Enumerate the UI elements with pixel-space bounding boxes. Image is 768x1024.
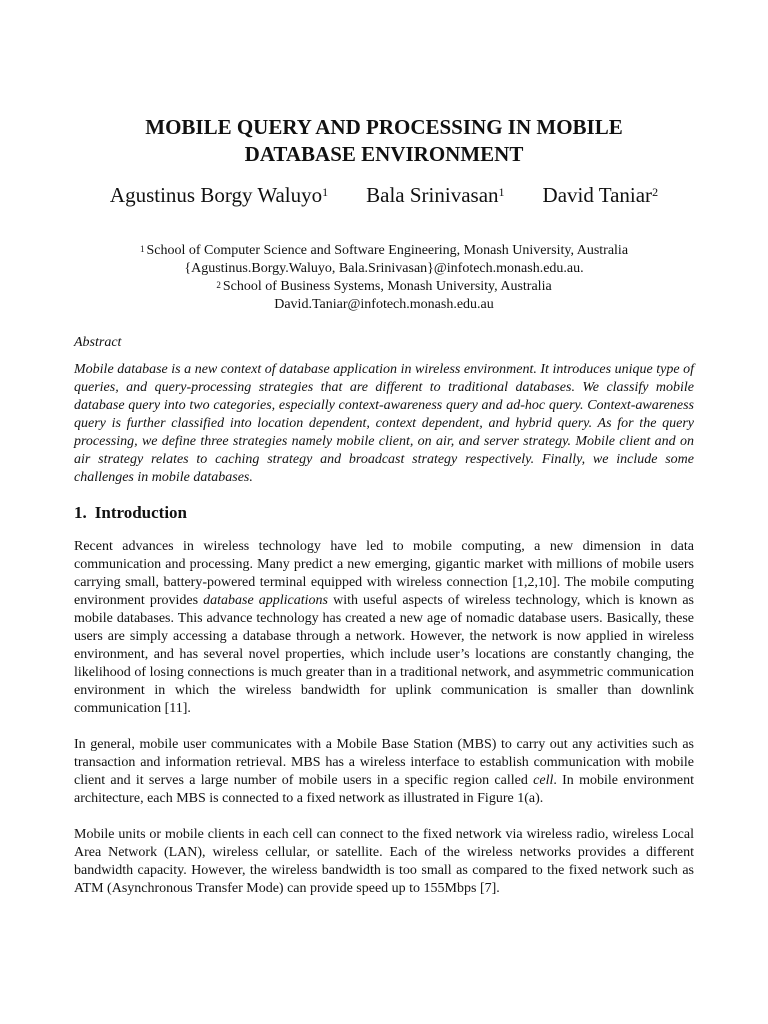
affiliation-2: $^2$ School of Business Systems, Monash University, Australia xyxy=(216,279,552,294)
author-name: David Taniar xyxy=(542,183,653,207)
section-heading xyxy=(74,502,694,524)
author-affiliation-mark: 1 xyxy=(322,185,329,199)
body-paragraph-3: Mobile units or mobile clients in each cell can connect to the fixed network via wireless radio, wireless Local Area Network (LAN), wireless cellular, or satellite. Each of the wireless networks provides a different bandwidth capacity. However, the wireless bandwidth is too small as compared to the fixed network such as ATM (Asynchronous Transfer Mode) can provide speed up to 155Mbps [7]. xyxy=(74,827,694,896)
affiliation-mark: 1 xyxy=(139,244,145,254)
author-name: Bala Srinivasan xyxy=(366,183,499,207)
emphasis-text: cell xyxy=(533,773,554,788)
author-2 xyxy=(366,182,504,208)
affiliation-2-email: David.Taniar@infotech.monash.edu.au xyxy=(274,297,494,312)
title-line-2: DATABASE ENVIRONMENT xyxy=(244,142,524,166)
author-affiliation-mark: 2 xyxy=(652,185,659,199)
author-1 xyxy=(110,182,328,208)
affiliation-mark: 2 xyxy=(216,280,221,290)
section-title: Introduction xyxy=(94,503,188,522)
author-name: Agustinus Borgy Waluyo xyxy=(109,183,323,207)
affiliation-1: $^1$ School of Computer Science and Software Engineering, Monash University, Australia xyxy=(139,243,629,258)
title-line-1: MOBILE QUERY AND PROCESSING IN MOBILE xyxy=(145,115,623,139)
author-list xyxy=(74,182,694,208)
section-number: 1. xyxy=(74,503,87,522)
body-paragraph-2: In general, mobile user communicates with a Mobile Base Station (MBS) to carry out any activities such as transaction and information retrieval. MBS has a wireless interface to establish communication with mobile client and it serves a large number of mobile users in a specific region called cell. In mobile environment architecture, each MBS is connected to a fixed network as illustrated in Figure 1(a). xyxy=(74,737,695,806)
paper-title xyxy=(74,114,694,168)
author-affiliation-mark: 1 xyxy=(498,185,505,199)
abstract-heading: Abstract xyxy=(74,335,122,350)
abstract-text: Mobile database is a new context of database application in wireless environment. It introduces unique type of queries, and query-processing strategies that are different to traditional databases. We classify mobile database query into two categories, especially context-awareness query and ad-hoc query. Context-awareness query is further classified into location dependent, context dependent, and hybrid query. As for the query processing, we define three strategies namely mobile client, on air, and server strategy. Mobile client and on air strategy relates to caching strategy and broadcast strategy respectively. Finally, we include some challenges in mobile databases. xyxy=(74,362,694,485)
affiliation-1-emails: {Agustinus.Borgy.Waluyo, Bala.Srinivasan}@infotech.monash.edu.au. xyxy=(184,261,584,276)
author-3 xyxy=(543,182,659,208)
affiliations xyxy=(74,242,694,314)
body-paragraph-1: Recent advances in wireless technology have led to mobile computing, a new dimension in data communication and processing. Many predict a new emerging, gigantic market with millions of mobile users carrying small, battery-powered terminal equipped with wireless connection [1,2,10]. The mobile computing environment provides database applications with useful aspects of wireless technology, which is known as mobile databases. This advance technology has created a new age of nomadic database users. Basically, these users are simply accessing a database through a network. However, the network is now applied in wireless environment, and has several novel properties, which include user’s locations are constantly changing, the likelihood of losing connections is much greater than in a traditional network, and asymmetric communication environment in which the wireless bandwidth for uplink communication is smaller than downlink communication [11]. xyxy=(74,539,694,716)
emphasis-text: database applications xyxy=(203,593,328,608)
